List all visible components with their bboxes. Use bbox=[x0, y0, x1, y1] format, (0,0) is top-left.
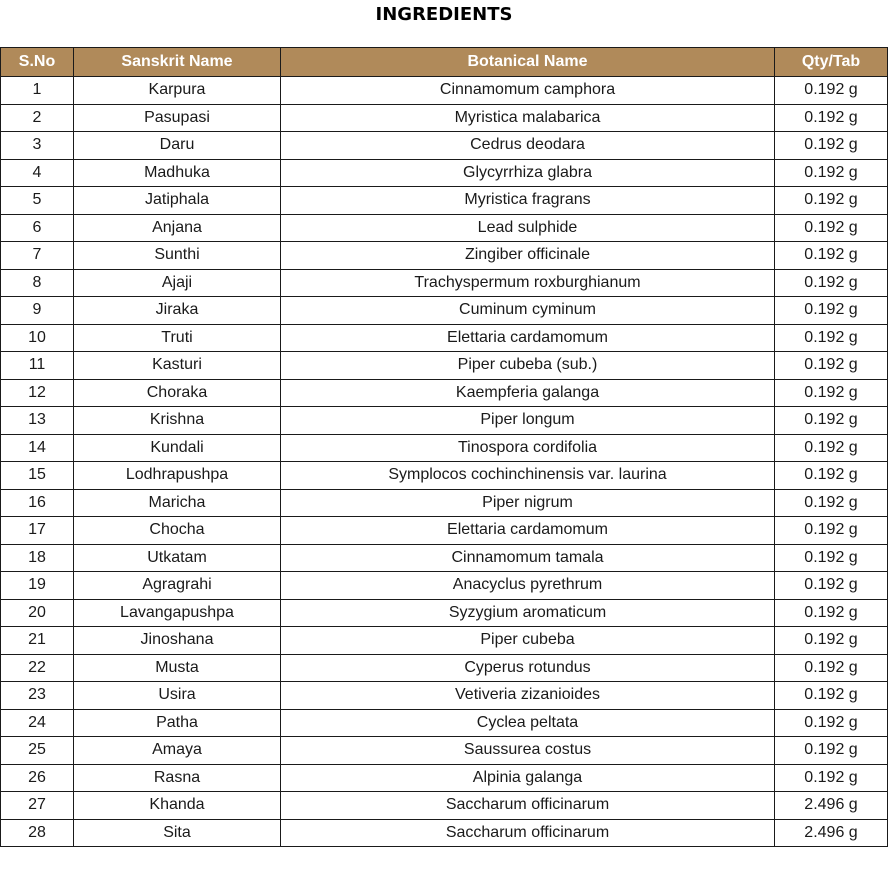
table-row bbox=[1, 104, 888, 132]
cell-botanical-name: Cinnamomum tamala bbox=[281, 544, 775, 572]
table-row bbox=[1, 792, 888, 820]
cell-sanskrit-name: Daru bbox=[74, 132, 281, 160]
header-row bbox=[1, 48, 888, 77]
cell-sanskrit-name: Anjana bbox=[74, 214, 281, 242]
page-title: INGREDIENTS bbox=[375, 4, 513, 25]
cell-qty-per-tab: 0.192 g bbox=[775, 379, 888, 407]
column-header-qty-per-tab: Qty/Tab bbox=[775, 48, 888, 77]
cell-sanskrit-name: Truti bbox=[74, 324, 281, 352]
table-row bbox=[1, 242, 888, 270]
cell-sanskrit-name: Jinoshana bbox=[74, 627, 281, 655]
cell-sno: 18 bbox=[1, 544, 74, 572]
cell-sanskrit-name: Ajaji bbox=[74, 269, 281, 297]
table-row bbox=[1, 407, 888, 435]
table-row bbox=[1, 654, 888, 682]
cell-qty-per-tab: 0.192 g bbox=[775, 214, 888, 242]
cell-sanskrit-name: Amaya bbox=[74, 737, 281, 765]
cell-sanskrit-name: Pasupasi bbox=[74, 104, 281, 132]
cell-sno: 11 bbox=[1, 352, 74, 380]
cell-sanskrit-name: Jatiphala bbox=[74, 187, 281, 215]
table-row bbox=[1, 214, 888, 242]
cell-qty-per-tab: 0.192 g bbox=[775, 682, 888, 710]
cell-botanical-name: Lead sulphide bbox=[281, 214, 775, 242]
table-row bbox=[1, 627, 888, 655]
cell-qty-per-tab: 0.192 g bbox=[775, 159, 888, 187]
cell-sno: 2 bbox=[1, 104, 74, 132]
cell-qty-per-tab: 0.192 g bbox=[775, 132, 888, 160]
cell-sanskrit-name: Choraka bbox=[74, 379, 281, 407]
cell-qty-per-tab: 0.192 g bbox=[775, 187, 888, 215]
table-row bbox=[1, 352, 888, 380]
cell-sanskrit-name: Chocha bbox=[74, 517, 281, 545]
table-row bbox=[1, 737, 888, 765]
table-row bbox=[1, 77, 888, 105]
cell-qty-per-tab: 2.496 g bbox=[775, 819, 888, 847]
cell-sno: 9 bbox=[1, 297, 74, 325]
cell-botanical-name: Elettaria cardamomum bbox=[281, 517, 775, 545]
table-row bbox=[1, 159, 888, 187]
table-row bbox=[1, 269, 888, 297]
cell-sno: 14 bbox=[1, 434, 74, 462]
cell-sanskrit-name: Jiraka bbox=[74, 297, 281, 325]
cell-botanical-name: Cyperus rotundus bbox=[281, 654, 775, 682]
cell-qty-per-tab: 0.192 g bbox=[775, 599, 888, 627]
table-row bbox=[1, 544, 888, 572]
cell-qty-per-tab: 0.192 g bbox=[775, 269, 888, 297]
cell-sno: 19 bbox=[1, 572, 74, 600]
cell-botanical-name: Piper nigrum bbox=[281, 489, 775, 517]
table-row bbox=[1, 379, 888, 407]
cell-botanical-name: Kaempferia galanga bbox=[281, 379, 775, 407]
cell-sanskrit-name: Khanda bbox=[74, 792, 281, 820]
cell-botanical-name: Symplocos cochinchinensis var. laurina bbox=[281, 462, 775, 490]
cell-sno: 8 bbox=[1, 269, 74, 297]
cell-sno: 23 bbox=[1, 682, 74, 710]
cell-sno: 13 bbox=[1, 407, 74, 435]
cell-sno: 7 bbox=[1, 242, 74, 270]
cell-sno: 22 bbox=[1, 654, 74, 682]
table-row bbox=[1, 819, 888, 847]
cell-botanical-name: Saccharum officinarum bbox=[281, 819, 775, 847]
cell-botanical-name: Tinospora cordifolia bbox=[281, 434, 775, 462]
table-body bbox=[1, 77, 888, 847]
cell-botanical-name: Saussurea costus bbox=[281, 737, 775, 765]
cell-botanical-name: Trachyspermum roxburghianum bbox=[281, 269, 775, 297]
cell-botanical-name: Piper cubeba bbox=[281, 627, 775, 655]
table-row bbox=[1, 297, 888, 325]
cell-qty-per-tab: 0.192 g bbox=[775, 407, 888, 435]
cell-sanskrit-name: Rasna bbox=[74, 764, 281, 792]
table-row bbox=[1, 462, 888, 490]
cell-botanical-name: Syzygium aromaticum bbox=[281, 599, 775, 627]
cell-sno: 12 bbox=[1, 379, 74, 407]
cell-qty-per-tab: 0.192 g bbox=[775, 104, 888, 132]
cell-botanical-name: Alpinia galanga bbox=[281, 764, 775, 792]
table-row bbox=[1, 187, 888, 215]
table-row bbox=[1, 434, 888, 462]
cell-sno: 26 bbox=[1, 764, 74, 792]
cell-sanskrit-name: Usira bbox=[74, 682, 281, 710]
cell-botanical-name: Piper cubeba (sub.) bbox=[281, 352, 775, 380]
cell-sno: 6 bbox=[1, 214, 74, 242]
cell-sno: 15 bbox=[1, 462, 74, 490]
cell-qty-per-tab: 0.192 g bbox=[775, 627, 888, 655]
cell-qty-per-tab: 0.192 g bbox=[775, 654, 888, 682]
cell-sanskrit-name: Sita bbox=[74, 819, 281, 847]
cell-qty-per-tab: 0.192 g bbox=[775, 489, 888, 517]
cell-sno: 27 bbox=[1, 792, 74, 820]
column-header-sanskrit-name: Sanskrit Name bbox=[74, 48, 281, 77]
cell-qty-per-tab: 0.192 g bbox=[775, 242, 888, 270]
cell-qty-per-tab: 0.192 g bbox=[775, 764, 888, 792]
cell-sno: 28 bbox=[1, 819, 74, 847]
cell-sno: 4 bbox=[1, 159, 74, 187]
cell-sno: 5 bbox=[1, 187, 74, 215]
table-row bbox=[1, 682, 888, 710]
table-row bbox=[1, 709, 888, 737]
cell-qty-per-tab: 0.192 g bbox=[775, 517, 888, 545]
cell-qty-per-tab: 2.496 g bbox=[775, 792, 888, 820]
cell-botanical-name: Glycyrrhiza glabra bbox=[281, 159, 775, 187]
cell-botanical-name: Cuminum cyminum bbox=[281, 297, 775, 325]
cell-sanskrit-name: Lavangapushpa bbox=[74, 599, 281, 627]
cell-botanical-name: Anacyclus pyrethrum bbox=[281, 572, 775, 600]
cell-sanskrit-name: Madhuka bbox=[74, 159, 281, 187]
cell-botanical-name: Cedrus deodara bbox=[281, 132, 775, 160]
cell-sanskrit-name: Kundali bbox=[74, 434, 281, 462]
cell-sanskrit-name: Maricha bbox=[74, 489, 281, 517]
cell-sanskrit-name: Patha bbox=[74, 709, 281, 737]
ingredients-table bbox=[0, 47, 888, 847]
cell-qty-per-tab: 0.192 g bbox=[775, 737, 888, 765]
table-row bbox=[1, 489, 888, 517]
table-header bbox=[1, 48, 888, 77]
cell-sanskrit-name: Krishna bbox=[74, 407, 281, 435]
table-row bbox=[1, 599, 888, 627]
cell-sno: 10 bbox=[1, 324, 74, 352]
cell-qty-per-tab: 0.192 g bbox=[775, 352, 888, 380]
table-row bbox=[1, 517, 888, 545]
cell-qty-per-tab: 0.192 g bbox=[775, 77, 888, 105]
cell-qty-per-tab: 0.192 g bbox=[775, 324, 888, 352]
column-header-sno: S.No bbox=[1, 48, 74, 77]
cell-qty-per-tab: 0.192 g bbox=[775, 434, 888, 462]
cell-sanskrit-name: Karpura bbox=[74, 77, 281, 105]
column-header-botanical-name: Botanical Name bbox=[281, 48, 775, 77]
cell-qty-per-tab: 0.192 g bbox=[775, 572, 888, 600]
cell-sno: 16 bbox=[1, 489, 74, 517]
cell-botanical-name: Elettaria cardamomum bbox=[281, 324, 775, 352]
cell-qty-per-tab: 0.192 g bbox=[775, 709, 888, 737]
cell-sno: 25 bbox=[1, 737, 74, 765]
cell-sanskrit-name: Utkatam bbox=[74, 544, 281, 572]
cell-sanskrit-name: Lodhrapushpa bbox=[74, 462, 281, 490]
cell-botanical-name: Saccharum officinarum bbox=[281, 792, 775, 820]
cell-qty-per-tab: 0.192 g bbox=[775, 297, 888, 325]
cell-sanskrit-name: Sunthi bbox=[74, 242, 281, 270]
cell-botanical-name: Cyclea peltata bbox=[281, 709, 775, 737]
table-row bbox=[1, 572, 888, 600]
cell-sno: 3 bbox=[1, 132, 74, 160]
table-row bbox=[1, 132, 888, 160]
cell-qty-per-tab: 0.192 g bbox=[775, 462, 888, 490]
cell-botanical-name: Cinnamomum camphora bbox=[281, 77, 775, 105]
cell-botanical-name: Myristica malabarica bbox=[281, 104, 775, 132]
cell-sno: 24 bbox=[1, 709, 74, 737]
cell-qty-per-tab: 0.192 g bbox=[775, 544, 888, 572]
cell-sanskrit-name: Kasturi bbox=[74, 352, 281, 380]
cell-botanical-name: Vetiveria zizanioides bbox=[281, 682, 775, 710]
cell-sno: 1 bbox=[1, 77, 74, 105]
table-row bbox=[1, 324, 888, 352]
table-row bbox=[1, 764, 888, 792]
cell-botanical-name: Myristica fragrans bbox=[281, 187, 775, 215]
cell-sno: 17 bbox=[1, 517, 74, 545]
cell-sno: 20 bbox=[1, 599, 74, 627]
cell-sno: 21 bbox=[1, 627, 74, 655]
cell-sanskrit-name: Agragrahi bbox=[74, 572, 281, 600]
cell-sanskrit-name: Musta bbox=[74, 654, 281, 682]
cell-botanical-name: Zingiber officinale bbox=[281, 242, 775, 270]
cell-botanical-name: Piper longum bbox=[281, 407, 775, 435]
